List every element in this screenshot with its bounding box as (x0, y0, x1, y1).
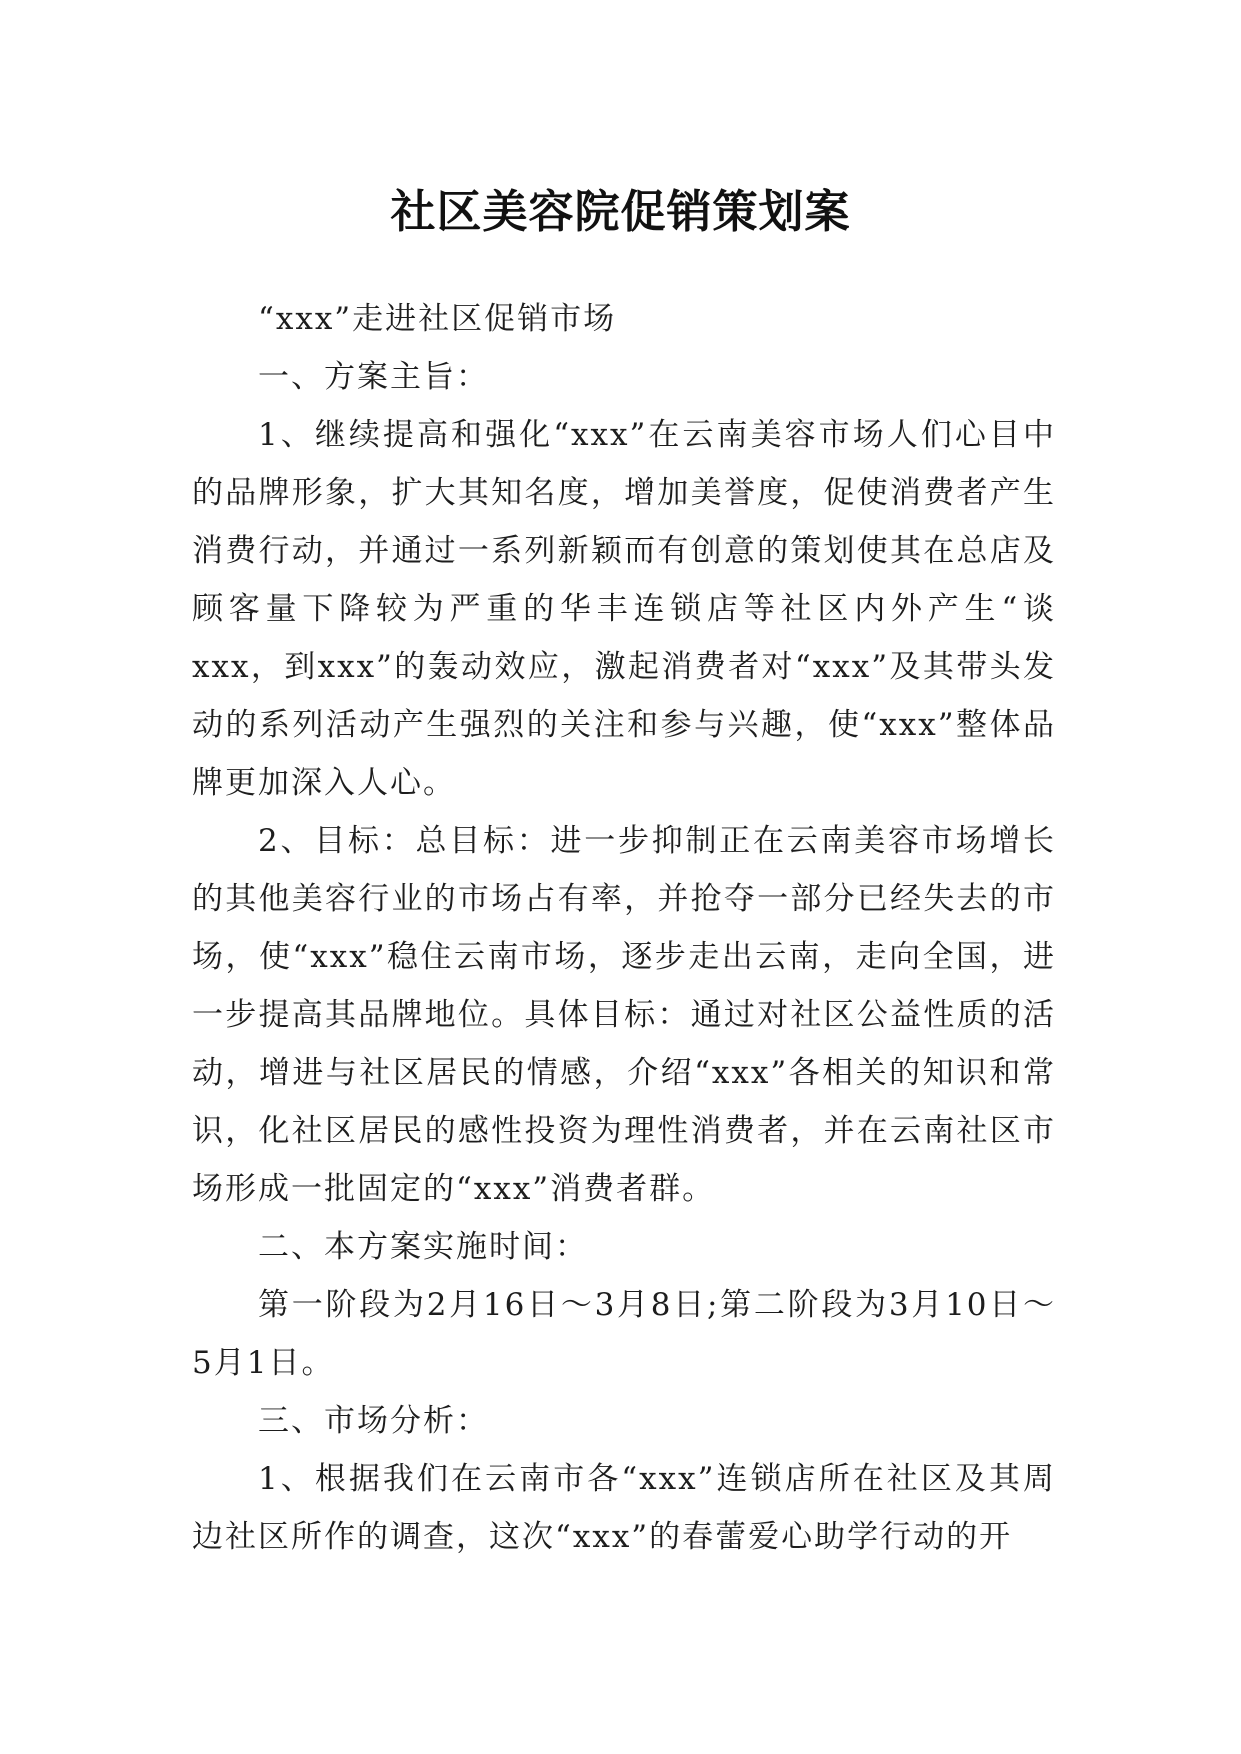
paragraph-time-stages: 第一阶段为2月16日～3月8日;第二阶段为3月10日～5月1日。 (192, 1287, 1056, 1381)
paragraph-purpose-1: 1、继续提高和强化“xxx”在云南美容市场人们心目中的品牌形象，扩大其知名度，增加美誉度，促使消费者产生消费行动，并通过一系列新颖而有创意的策划使其在总店及顾客量下降较为严重的华丰连锁店等社区内外产生“谈xxx，到xxx”的轰动效应，激起消费者对“xxx”及其带头发动的系列活动产生强烈的关注和参与兴趣，使“xxx”整体品牌更加深入人心。 (192, 417, 1056, 801)
paragraph-heading-market: 三、市场分析： (258, 1403, 489, 1439)
paragraph-subtitle: “xxx”走进社区促销市场 (258, 301, 617, 337)
paragraph-heading-purpose: 一、方案主旨： (258, 359, 489, 395)
document-title: 社区美容院促销策划案 (390, 185, 851, 239)
paragraph-heading-time: 二、本方案实施时间： (258, 1229, 588, 1265)
paragraph-goals-2: 2、目标：总目标：进一步抑制正在云南美容市场增长的其他美容行业的市场占有率，并抢夺一部分已经失去的市场，使“xxx”稳住云南市场，逐步走出云南，走向全国，进一步提高其品牌地位。具体目标：通过对社区公益性质的活动，增进与社区居民的情感，介绍“xxx”各相关的知识和常识，化社区居民的感性投资为理性消费者，并在云南社区市场形成一批固定的“xxx”消费者群。 (192, 823, 1056, 1207)
paragraph-market-1: 1、根据我们在云南市各“xxx”连锁店所在社区及其周边社区所作的调查，这次“xxx”的春蕾爱心助学行动的开 (192, 1461, 1056, 1555)
document-body (192, 290, 1056, 1566)
